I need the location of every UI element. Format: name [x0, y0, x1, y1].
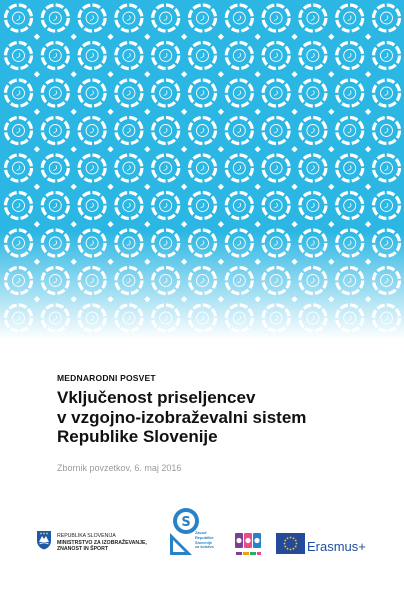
zavod-line: Slovenije — [195, 539, 213, 545]
zavod-name — [195, 531, 214, 550]
zavod-logo — [168, 503, 224, 561]
eu-star — [287, 537, 289, 539]
eu-star — [290, 549, 292, 551]
document-subtitle: Zbornik povzetkov, 6. maj 2016 — [57, 463, 182, 473]
slovenia-crest-icon — [36, 530, 52, 550]
zavod-line: Republike — [195, 534, 214, 540]
eu-star — [293, 537, 295, 539]
zavod-line: za šolstvo — [195, 544, 214, 550]
ministry-line: REPUBLIKA SLOVENIJA — [57, 533, 116, 539]
eu-star — [295, 546, 297, 548]
title-line: v vzgojno-izobraževalni sistem — [57, 407, 307, 427]
eu-flag-icon — [276, 533, 305, 554]
ministry-name — [57, 533, 147, 553]
eu-star — [284, 543, 286, 545]
title-line: Vključenost priseljencev — [57, 388, 256, 407]
eu-star — [290, 537, 292, 539]
eu-star — [284, 540, 286, 542]
eu-star — [296, 543, 298, 545]
ministry-logo — [36, 528, 186, 558]
svg-text:S: S — [181, 515, 191, 530]
ministry-line: MINISTRSTVO ZA IZOBRAŽEVANJE, — [57, 539, 147, 546]
eu-star — [295, 540, 297, 542]
ministry-line: ZNANOST IN ŠPORT — [57, 546, 109, 552]
document-title — [57, 388, 377, 447]
zavod-line: Zavod — [195, 530, 207, 535]
eu-star — [293, 548, 295, 550]
partner-logo-icon — [234, 531, 262, 557]
eu-star — [284, 546, 286, 548]
eu-star — [287, 548, 289, 550]
erasmus-plus-logo: Erasmus+ — [307, 539, 366, 554]
title-line: Republike Slovenije — [57, 427, 218, 446]
event-type-label: MEDNARODNI POSVET — [57, 373, 156, 383]
